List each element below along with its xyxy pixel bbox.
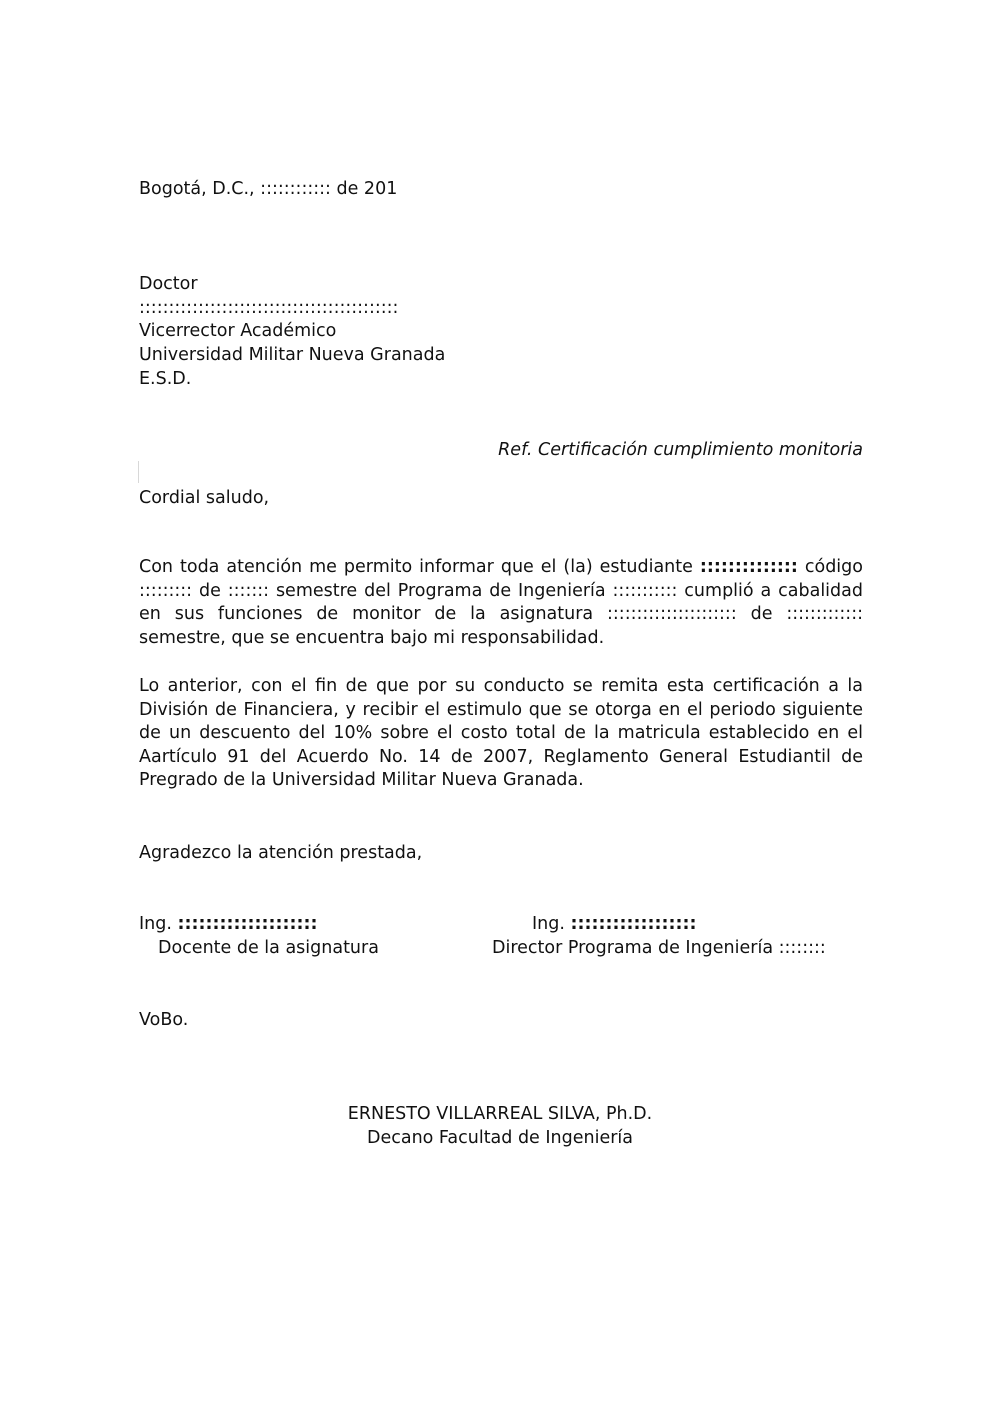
signature-director-prefix: Ing. xyxy=(532,914,571,934)
paragraph-1-part-2: código ::::::::: de ::::::: semestre del Programa de Ingeniería ::::::::::: cumplió a cabalidad en sus funciones de monitor de la asignatura :::::::::::::::::::::: de ::::::::::::: semestre, que se encuentra bajo mi responsabilidad. xyxy=(139,557,863,648)
signature-teacher-prefix: Ing. xyxy=(139,914,178,934)
closing-line: Agradezco la atención prestada, xyxy=(139,843,423,863)
greeting: Cordial saludo, xyxy=(139,488,270,508)
text-cursor-mark xyxy=(138,461,139,483)
signature-director-title: Director Programa de Ingeniería :::::::: xyxy=(492,938,826,958)
signature-director-placeholder: :::::::::::::::::: xyxy=(570,914,697,934)
vobo-label: VoBo. xyxy=(139,1010,189,1030)
signature-director xyxy=(492,912,826,960)
signature-director-name xyxy=(492,914,696,934)
signature-teacher-title: Docente de la asignatura xyxy=(158,938,379,958)
reference-line: Ref. Certificación cumplimiento monitoria xyxy=(498,440,863,460)
signature-teacher-name xyxy=(139,914,317,934)
date-line: Bogotá, D.C., :::::::::::: de 201 xyxy=(139,179,398,199)
recipient-name-placeholder: :::::::::::::::::::::::::::::::::::::::::::: xyxy=(139,298,399,318)
recipient-institution: Universidad Militar Nueva Granada xyxy=(139,345,446,365)
student-name-placeholder: :::::::::::::: xyxy=(699,557,798,577)
recipient-esd: E.S.D. xyxy=(139,369,192,389)
paragraph-1-part-1: Con toda atención me permito informar que el (la) estudiante xyxy=(139,557,700,577)
signature-teacher-placeholder: :::::::::::::::::::: xyxy=(177,914,318,934)
body-paragraph-1 xyxy=(139,556,863,650)
dean-name: ERNESTO VILLARREAL SILVA, Ph.D. xyxy=(347,1104,653,1124)
recipient-salutation-title: Doctor xyxy=(139,274,198,294)
body-paragraph-2: Lo anterior, con el fin de que por su conducto se remita esta certificación a la División de Financiera, y recibir el estimulo que se otorga en el periodo siguiente de un descuento del 10% sobre el costo total de la matricula establecido en el Aartículo 91 del Acuerdo No. 14 de 2007, Reglamento General Estudiantil de Pregrado de la Universidad Militar Nueva Granada. xyxy=(139,676,863,791)
recipient-position: Vicerrector Académico xyxy=(139,321,337,341)
signature-teacher xyxy=(139,912,379,960)
dean-title: Decano Facultad de Ingeniería xyxy=(366,1128,634,1148)
